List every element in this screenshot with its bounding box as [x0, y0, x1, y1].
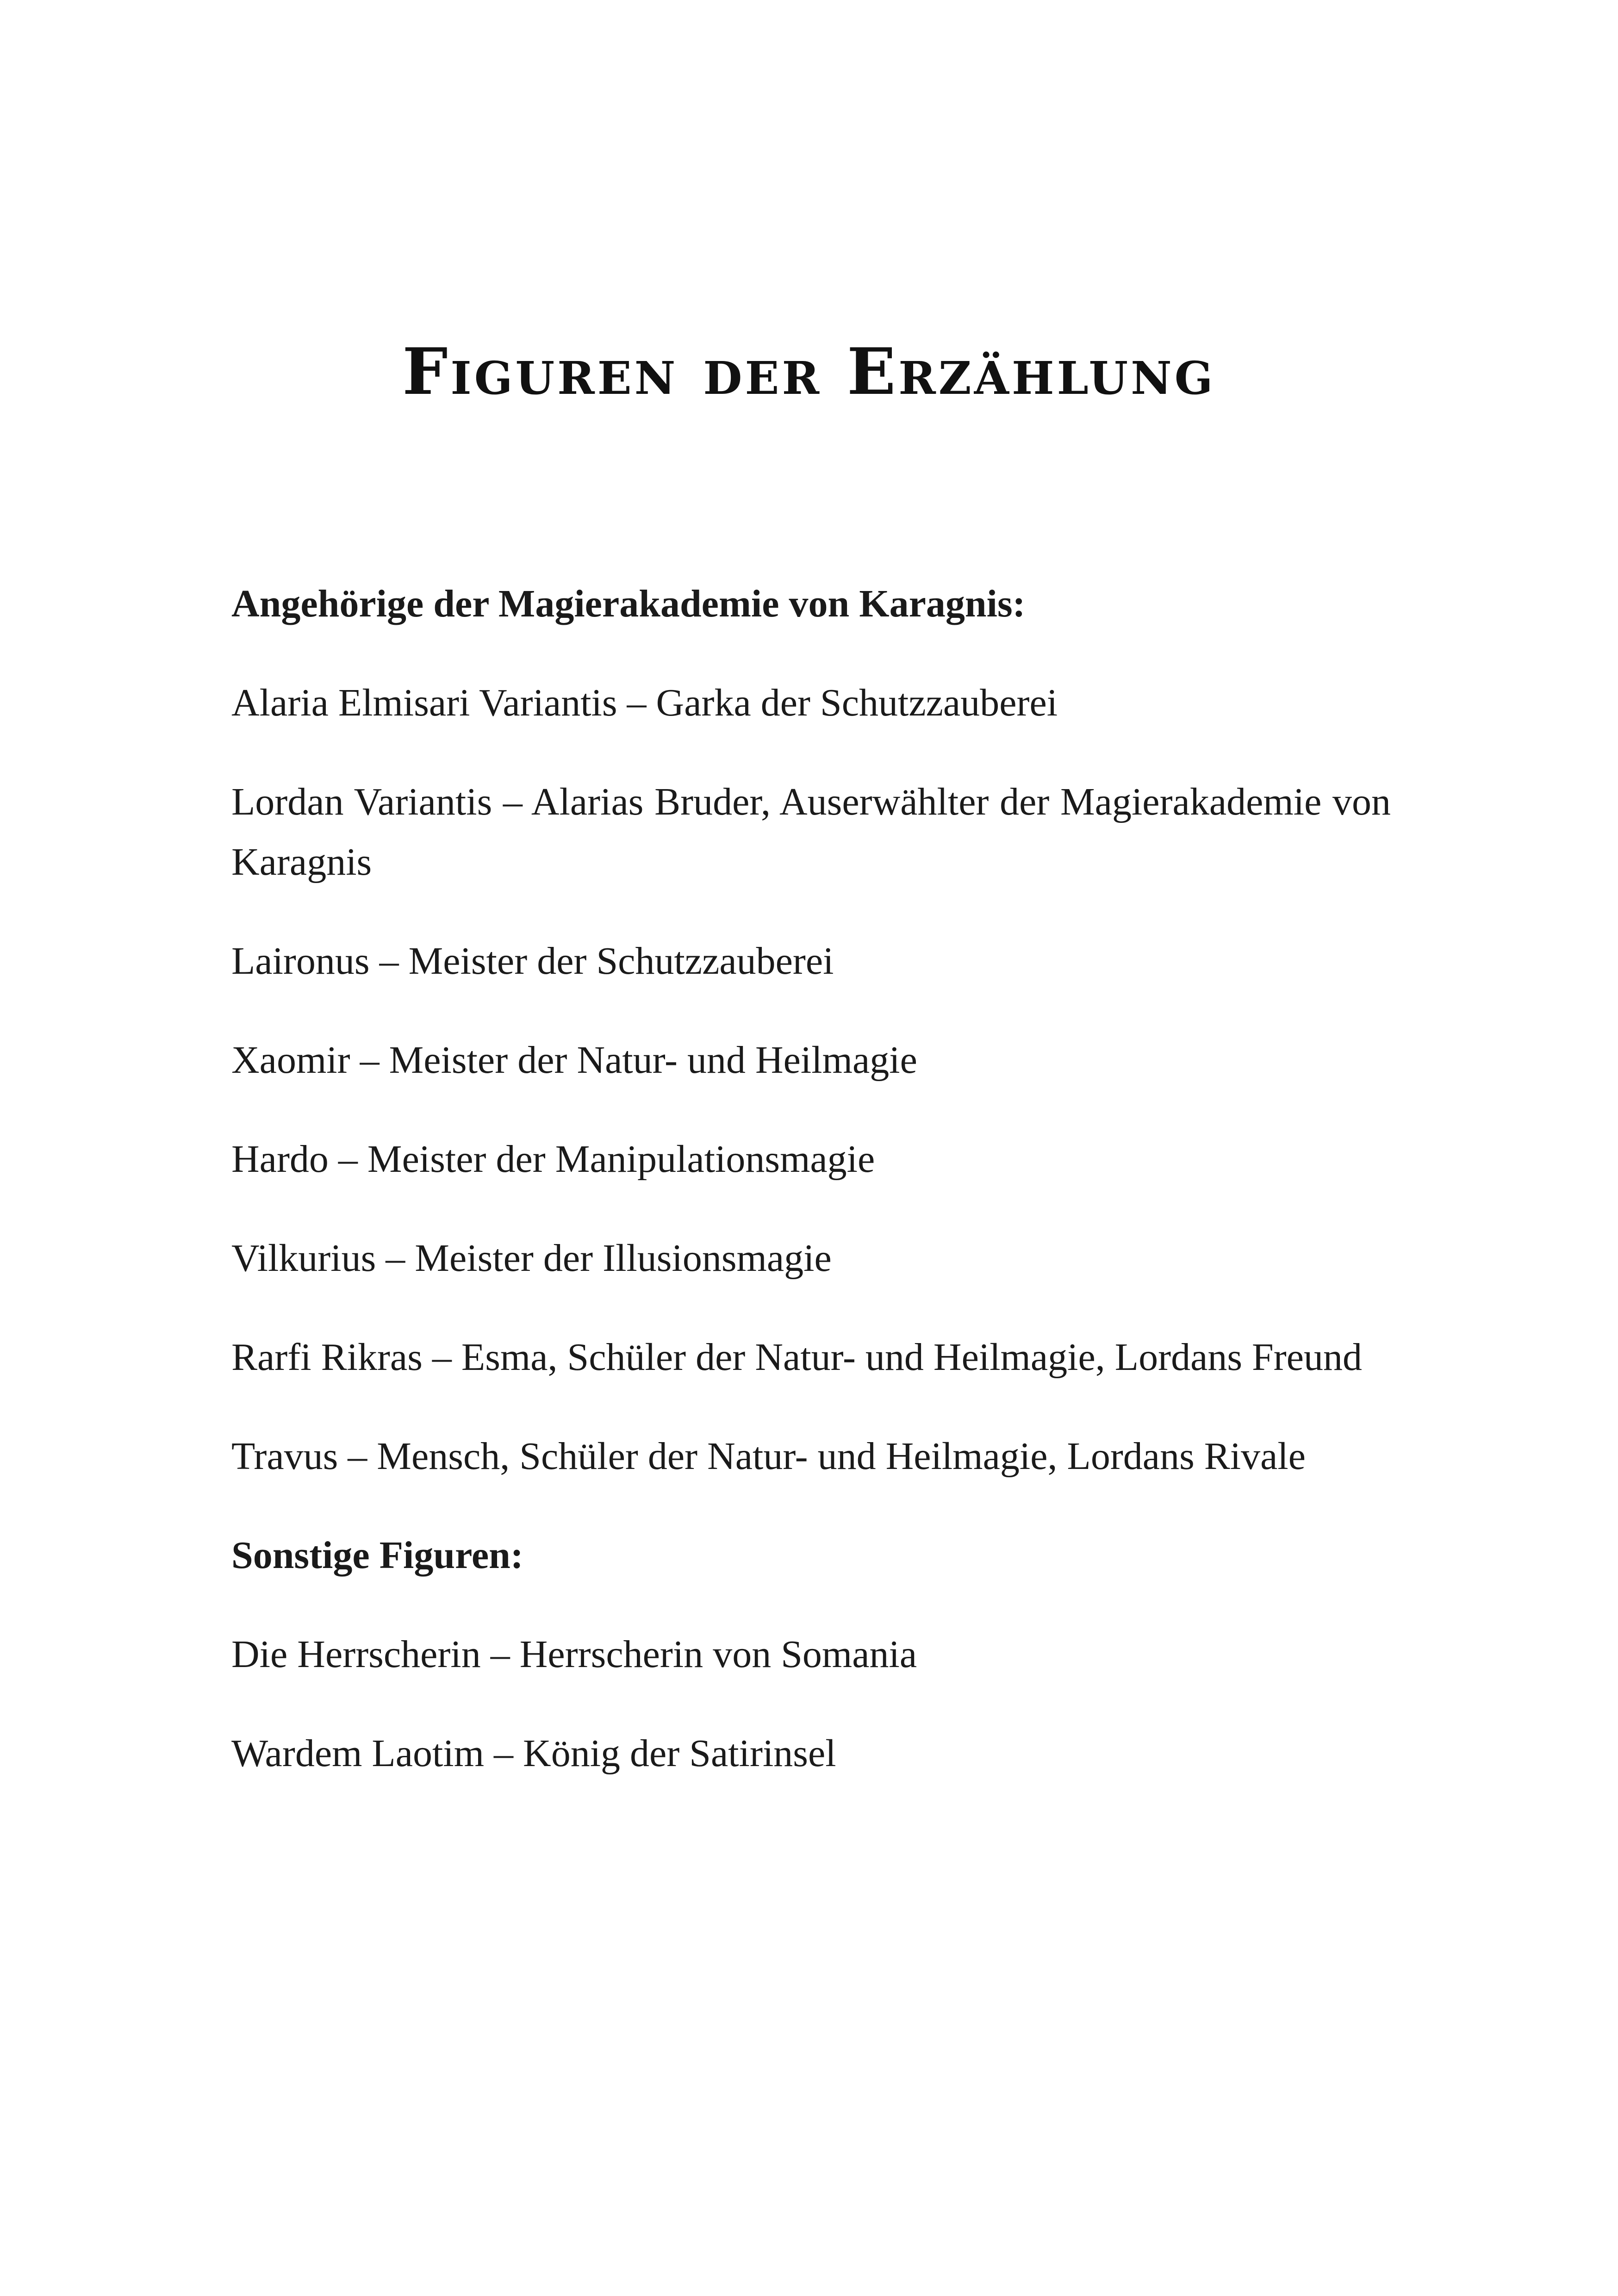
section-heading-academy: Angehörige der Magierakademie von Karagnis: — [231, 582, 1026, 625]
character-entry: Alaria Elmisari Variantis – Garka der Schutzzauberei — [231, 681, 1058, 724]
character-list — [231, 574, 1391, 1823]
character-entry: Die Herrscherin – Herrscherin von Somania — [231, 1633, 917, 1676]
page-title: Figuren der Erzählung — [402, 334, 1216, 409]
character-entry: Hardo – Meister der Manipulationsmagie — [231, 1138, 875, 1181]
character-entry: Laironus – Meister der Schutzzauberei — [231, 940, 834, 983]
section-heading-other: Sonstige Figuren: — [231, 1534, 523, 1577]
character-entry: Lordan Variantis – Alarias Bruder, Auserwählter der Magierakademie von Karagnis — [231, 780, 1391, 884]
character-entry: Travus – Mensch, Schüler der Natur- und Heilmagie, Lordans Rivale — [231, 1435, 1306, 1478]
character-entry: Vilkurius – Meister der Illusionsmagie — [231, 1237, 832, 1280]
character-entry: Xaomir – Meister der Natur- und Heilmagie — [231, 1039, 917, 1082]
character-entry: Wardem Laotim – König der Satirinsel — [231, 1732, 836, 1775]
character-entry: Rarfi Rikras – Esma, Schüler der Natur- und Heilmagie, Lordans Freund — [231, 1336, 1363, 1379]
